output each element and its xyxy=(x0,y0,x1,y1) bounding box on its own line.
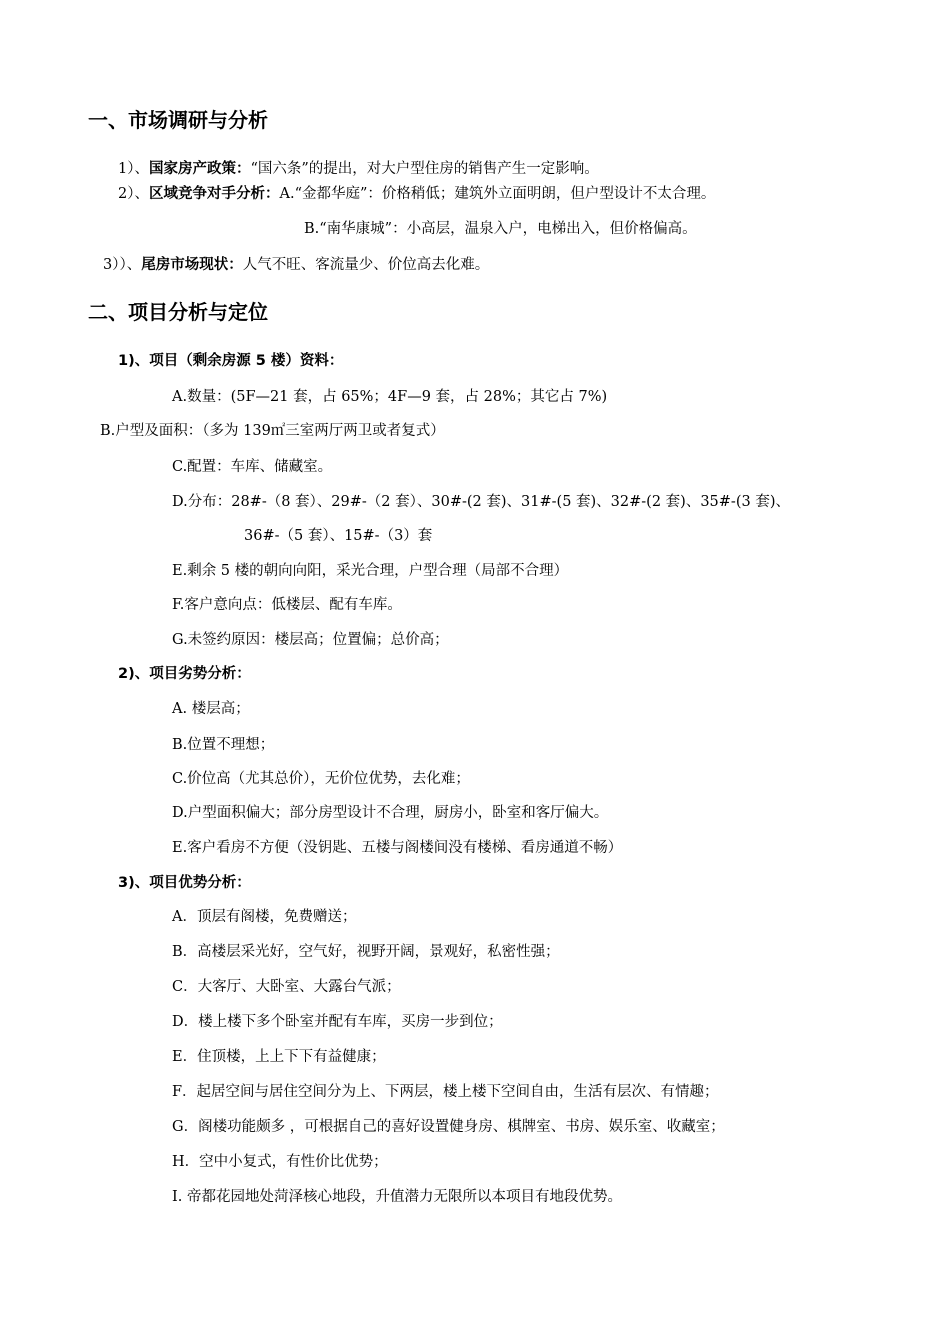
sub1-line: C.配置：车库、储藏室。 xyxy=(172,459,333,475)
sub1-line: D.分布：28#-（8 套）、29#-（2 套）、30#-(2 套)、31#-(5 套)、32#-(2 套)、35#-(3 套)、 xyxy=(172,494,790,510)
sub2-line: A. 楼层高； xyxy=(172,701,250,717)
section1-item-3 xyxy=(103,255,489,275)
sub3-line: G．阁楼功能颇多 ，可根据自己的喜好设置健身房、棋牌室、书房、娱乐室、收藏室； xyxy=(172,1119,725,1135)
sub3-line: D．楼上楼下多个卧室并配有车库，买房一步到位； xyxy=(172,1014,503,1030)
sub1-line: G.未签约原因：楼层高；位置偏；总价高； xyxy=(172,632,449,648)
sub1-line: B.户型及面积：（多为 139㎡三室两厅两卫或者复式） xyxy=(100,423,445,439)
sub3-line: C．大客厅、大卧室、大露台气派； xyxy=(172,979,401,995)
sub1-line: E.剩余 5 楼的朝向向阳，采光合理，户型合理（局部不合理） xyxy=(172,563,569,579)
item-text: 人气不旺、客流量少、价位高去化难。 xyxy=(242,257,490,273)
sub2-line: D.户型面积偏大；部分房型设计不合理，厨房小，卧室和客厅偏大。 xyxy=(172,805,609,821)
item-text: A.“金都华庭”：价格稍低；建筑外立面明朗，但户型设计不太合理。 xyxy=(279,186,716,202)
item-number: 2）、 xyxy=(118,186,149,202)
item-text: B.“南华康城”：小高层，温泉入户，电梯出入，但价格偏高。 xyxy=(304,221,697,237)
sub2-line: E.客户看房不方便（没钥匙、五楼与阁楼间没有楼梯、看房通道不畅） xyxy=(172,840,623,856)
sub1-line: A.数量：(5F—21 套，占 65%；4F—9 套，占 28%；其它占 7%) xyxy=(172,389,608,405)
sub3-line: A．顶层有阁楼，免费赠送； xyxy=(172,909,357,925)
item-label: 尾房市场现状： xyxy=(141,257,243,273)
item-label: 国家房产政策： xyxy=(148,161,251,177)
sub3-heading: 3)、项目优势分析： xyxy=(118,875,251,891)
sub3-line: I. 帝都花园地处菏泽核心地段，升值潜力无限所以本项目有地段优势。 xyxy=(172,1189,622,1205)
sub3-line: E．住顶楼，上上下下有益健康； xyxy=(172,1049,386,1065)
item-label: 区域竞争对手分析： xyxy=(148,186,280,202)
sub2-line: C.价位高（尤其总价），无价位优势，去化难； xyxy=(172,771,470,787)
sub1-heading: 1)、项目（剩余房源 5 楼）资料： xyxy=(118,353,344,369)
section1-item-2 xyxy=(118,184,715,204)
sub2-heading: 2)、项目劣势分析： xyxy=(118,666,251,682)
sub1-line: 36#-（5 套）、15#-（3）套 xyxy=(244,528,433,544)
sub3-line: B．高楼层采光好，空气好，视野开阔，景观好，私密性强； xyxy=(172,944,560,960)
section2-title: 二、项目分析与定位 xyxy=(88,300,268,324)
item-number: 1）、 xyxy=(118,161,149,177)
section1-item-2b xyxy=(304,219,697,239)
sub3-line: F．起居空间与居住空间分为上、下两层，楼上楼下空间自由，生活有层次、有情趣； xyxy=(172,1084,719,1100)
sub3-line: H．空中小复式，有性价比优势； xyxy=(172,1154,388,1170)
sub2-line: B.位置不理想； xyxy=(172,737,275,753)
section1-item-1 xyxy=(118,159,599,179)
sub1-line: F.客户意向点：低楼层、配有车库。 xyxy=(172,597,402,613)
item-number: 3））、 xyxy=(103,257,142,273)
item-text: “国六条”的提出，对大户型住房的销售产生一定影响。 xyxy=(250,161,599,177)
section1-title: 一、市场调研与分析 xyxy=(88,108,268,132)
